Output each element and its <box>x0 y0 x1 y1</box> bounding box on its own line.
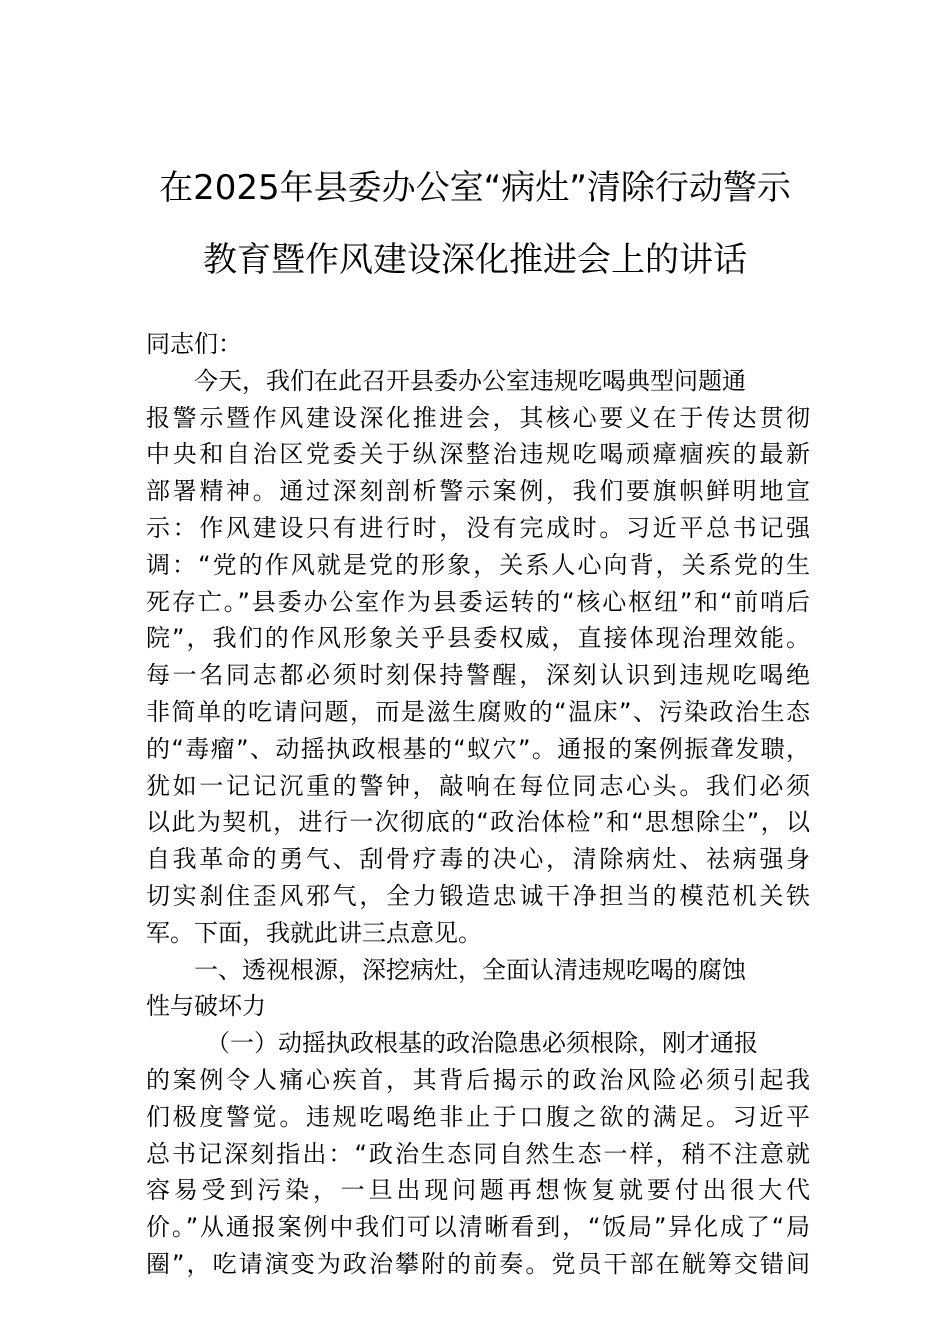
body-line: 容易受到污染，一旦出现问题再想恢复就要付出很大代 <box>146 1176 810 1205</box>
document-title-line-2: 教育暨作风建设深化推进会上的讲话 <box>203 240 747 280</box>
document-body <box>146 326 810 1283</box>
body-line: 每一名同志都必须时刻保持警醒，深刻认识到违规吃喝绝 <box>146 661 810 690</box>
body-line: 们极度警觉。违规吃喝绝非止于口腹之欲的满足。习近平 <box>146 1102 810 1131</box>
body-line: 自我革命的勇气、刮骨疗毒的决心，清除病灶、祛病强身 <box>146 845 810 874</box>
salutation: 同志们： <box>146 330 242 358</box>
body-line: 的“毒瘤”、动摇执政根基的“蚁穴”。通报的案例振聋发聩， <box>146 734 810 763</box>
body-line: 圈”，吃请演变为政治攀附的前奏。党员干部在觥筹交错间 <box>146 1249 810 1278</box>
section-heading-line: 性与破坏力 <box>146 992 266 1021</box>
body-line: 切实刹住歪风邪气，全力锻造忠诚干净担当的模范机关铁 <box>146 881 810 910</box>
document-title-line-1: 在2025年县委办公室“病灶”清除行动警示 <box>159 168 791 208</box>
body-line: 非简单的吃请问题，而是滋生腐败的“温床”、污染政治生态 <box>146 697 810 726</box>
body-line: 军。下面，我就此讲三点意见。 <box>146 918 482 947</box>
body-line: 报警示暨作风建设深化推进会，其核心要义在于传达贯彻 <box>146 403 810 432</box>
body-line: 部署精神。通过深刻剖析警示案例，我们要旗帜鲜明地宣 <box>146 477 810 506</box>
body-line: 价。”从通报案例中我们可以清晰看到，“饭局”异化成了“局 <box>146 1213 810 1242</box>
body-line: 调：“党的作风就是党的形象，关系人心向背，关系党的生 <box>146 550 810 579</box>
body-line: 示：作风建设只有进行时，没有完成时。习近平总书记强 <box>146 513 810 542</box>
body-line: 院”，我们的作风形象关乎县委权威，直接体现治理效能。 <box>146 624 810 653</box>
body-line: （一）动摇执政根基的政治隐患必须根除，刚才通报 <box>206 1029 758 1058</box>
body-line: 总书记深刻指出：“政治生态同自然生态一样，稍不注意就 <box>146 1139 810 1168</box>
section-heading-line: 一、透视根源，深挖病灶，全面认清违规吃喝的腐蚀 <box>194 955 746 984</box>
body-line: 死存亡。”县委办公室作为县委运转的“核心枢纽”和“前哨后 <box>146 587 810 616</box>
body-line: 今天，我们在此召开县委办公室违规吃喝典型问题通 <box>194 366 746 395</box>
body-line: 以此为契机，进行一次彻底的“政治体检”和“思想除尘”，以 <box>146 808 810 837</box>
body-line: 中央和自治区党委关于纵深整治违规吃喝顽瘴痼疾的最新 <box>146 440 810 469</box>
body-line: 犹如一记记沉重的警钟，敲响在每位同志心头。我们必须 <box>146 771 810 800</box>
body-line: 的案例令人痛心疾首，其背后揭示的政治风险必须引起我 <box>146 1065 810 1094</box>
